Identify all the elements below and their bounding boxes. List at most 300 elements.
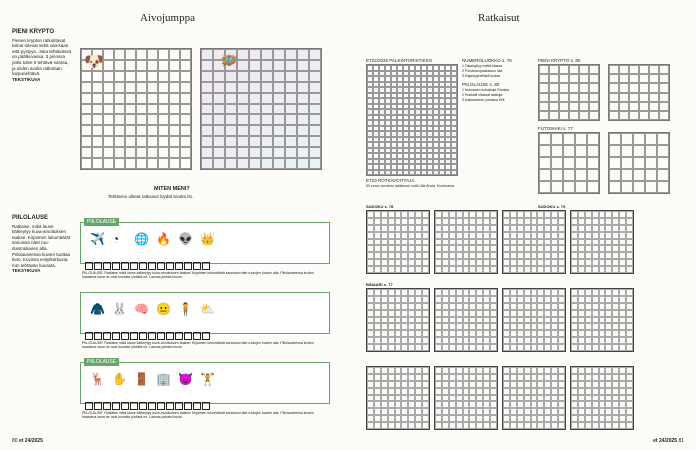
sudoku-cell xyxy=(476,289,483,296)
sudoku-cell xyxy=(503,367,510,374)
sudoku-cell xyxy=(510,218,517,225)
sudoku-cell xyxy=(442,252,449,259)
sudoku-cell xyxy=(374,211,381,218)
sudoku-cell xyxy=(585,296,592,303)
sudoku-cell xyxy=(619,415,626,422)
grid-cell xyxy=(273,114,285,125)
sudoku-cell xyxy=(585,330,592,337)
sudoku-cell xyxy=(585,266,592,273)
grid-cell xyxy=(125,93,136,104)
sudoku-cell xyxy=(537,232,544,239)
sudoku-cell xyxy=(374,218,381,225)
grid-cell xyxy=(559,102,569,111)
sudoku-grid-10 xyxy=(570,366,634,430)
sudoku-cell xyxy=(592,289,599,296)
sudoku-cell xyxy=(585,252,592,259)
sudoku-cell xyxy=(612,218,619,225)
sudoku-cell xyxy=(469,218,476,225)
sudoku-cell xyxy=(517,317,524,324)
sudoku-cell xyxy=(483,232,490,239)
sudoku-cell xyxy=(626,330,633,337)
sudoku-cell xyxy=(571,252,578,259)
sudoku-cell xyxy=(517,218,524,225)
sudoku-cell xyxy=(490,381,497,388)
sudoku-cell xyxy=(408,232,415,239)
sudoku-cell xyxy=(463,374,470,381)
sudoku-cell xyxy=(408,252,415,259)
grid-cell xyxy=(609,169,621,181)
answer-boxes-2[interactable] xyxy=(85,332,210,339)
sudoku-cell xyxy=(422,374,429,381)
krypto-solution-grid-b xyxy=(608,64,670,121)
sudoku-cell xyxy=(388,395,395,402)
sudoku-cell xyxy=(442,211,449,218)
sudoku-cell xyxy=(388,266,395,273)
piilo-line-3: 3 kukkaniveen polsissa Killi xyxy=(462,98,505,102)
sudoku-cell xyxy=(571,239,578,246)
sudoku-cell xyxy=(469,245,476,252)
sudoku-cell xyxy=(395,323,402,330)
sudoku-cell xyxy=(612,374,619,381)
solution-crossword xyxy=(366,64,458,176)
sudoku-cell xyxy=(510,395,517,402)
sudoku-cell xyxy=(578,317,585,324)
grid-cell xyxy=(579,74,589,83)
grid-cell xyxy=(201,158,213,169)
sudoku-cell xyxy=(571,225,578,232)
sudoku-cell xyxy=(626,211,633,218)
grid-cell xyxy=(659,102,669,111)
grid-cell xyxy=(563,157,575,169)
sudoku-cell xyxy=(619,337,626,344)
sudoku-cell xyxy=(476,225,483,232)
sudoku-cell xyxy=(537,344,544,351)
brain-icon: 🧠 xyxy=(134,302,149,316)
grid-cell xyxy=(559,83,569,92)
sudoku-cell xyxy=(619,303,626,310)
sudoku-cell xyxy=(401,395,408,402)
sudoku-cell xyxy=(571,259,578,266)
sudoku-cell xyxy=(531,303,538,310)
sudoku-cell xyxy=(605,323,612,330)
grid-cell xyxy=(261,49,273,60)
grid-cell xyxy=(136,147,147,158)
sudoku-cell xyxy=(605,337,612,344)
sudoku-cell xyxy=(388,422,395,429)
sudoku-cell xyxy=(510,232,517,239)
sudoku-cell xyxy=(476,374,483,381)
sudoku-cell xyxy=(490,367,497,374)
grid-cell xyxy=(201,82,213,93)
sudoku-cell xyxy=(367,374,374,381)
sudoku-cell xyxy=(503,415,510,422)
sudoku-cell xyxy=(551,252,558,259)
grid-cell xyxy=(569,111,579,120)
grid-cell xyxy=(180,114,191,125)
sudoku-cell xyxy=(578,259,585,266)
right-footer xyxy=(653,438,684,444)
grid-cell xyxy=(92,104,103,115)
sudoku-cell xyxy=(449,310,456,317)
grid-cell xyxy=(237,104,249,115)
sudoku-cell xyxy=(449,303,456,310)
sudoku-cell xyxy=(524,344,531,351)
grid-cell xyxy=(649,83,659,92)
sudoku-cell xyxy=(483,296,490,303)
sudoku-cell xyxy=(456,388,463,395)
sudoku-cell xyxy=(490,239,497,246)
et23-text: 50 euron arvoinen palkinnon voitti Ulla Ahola, Kuorinama xyxy=(366,184,454,188)
sudoku-cell xyxy=(537,317,544,324)
grid-cell xyxy=(649,65,659,74)
sudoku-cell xyxy=(503,323,510,330)
sudoku-cell xyxy=(531,239,538,246)
grid-cell xyxy=(237,71,249,82)
sudoku-cell xyxy=(490,323,497,330)
sudoku-cell xyxy=(571,337,578,344)
sudoku-cell xyxy=(476,330,483,337)
sudoku-cell xyxy=(605,344,612,351)
grid-cell xyxy=(563,145,575,157)
sudoku-cell xyxy=(408,344,415,351)
grid-cell xyxy=(539,181,551,193)
grid-cell xyxy=(575,181,587,193)
sudoku-cell xyxy=(599,367,606,374)
grid-cell xyxy=(619,83,629,92)
sudoku-cell xyxy=(449,323,456,330)
globe-icon: 🌐 xyxy=(134,232,149,246)
left-page-number: 80 xyxy=(12,438,18,444)
sudoku-cell xyxy=(578,310,585,317)
sudoku-cell xyxy=(517,303,524,310)
sudoku-cell xyxy=(367,401,374,408)
sudoku-cell xyxy=(374,266,381,273)
sudoku-cell xyxy=(524,266,531,273)
sudoku-cell xyxy=(415,374,422,381)
grid-cell xyxy=(180,93,191,104)
sudoku-cell xyxy=(612,388,619,395)
grid-cell xyxy=(297,71,309,82)
sudoku-cell xyxy=(401,303,408,310)
sudoku-cell xyxy=(619,395,626,402)
sudoku-cell xyxy=(449,374,456,381)
sudoku-cell xyxy=(612,296,619,303)
sudoku-cell xyxy=(551,408,558,415)
grid-cell xyxy=(92,71,103,82)
sudoku-cell xyxy=(381,245,388,252)
sudoku-label-1: SUDOKU s. 78 xyxy=(366,204,394,209)
sudoku-cell xyxy=(626,401,633,408)
sudoku-cell xyxy=(619,245,626,252)
sudoku-cell xyxy=(517,388,524,395)
grid-cell xyxy=(261,104,273,115)
sudoku-cell xyxy=(374,408,381,415)
grid-cell xyxy=(249,71,261,82)
sudoku-cell xyxy=(463,344,470,351)
grid-cell xyxy=(237,114,249,125)
sudoku-cell xyxy=(401,296,408,303)
sudoku-cell xyxy=(544,239,551,246)
grid-cell xyxy=(563,133,575,145)
sudoku-cell xyxy=(599,401,606,408)
sudoku-cell xyxy=(626,225,633,232)
sudoku-cell xyxy=(422,218,429,225)
grid-cell xyxy=(147,82,158,93)
sudoku-cell xyxy=(517,252,524,259)
grid-cell xyxy=(114,104,125,115)
grid-cell xyxy=(619,102,629,111)
grid-cell xyxy=(621,169,633,181)
grid-cell xyxy=(147,136,158,147)
sudoku-cell xyxy=(435,252,442,259)
sudoku-cell xyxy=(605,330,612,337)
grid-cell xyxy=(297,125,309,136)
grid-cell xyxy=(249,82,261,93)
sudoku-cell xyxy=(395,401,402,408)
sudoku-cell xyxy=(401,317,408,324)
sudoku-cell xyxy=(490,401,497,408)
grid-cell xyxy=(158,158,169,169)
sudoku-cell xyxy=(442,381,449,388)
grid-cell xyxy=(539,157,551,169)
grid-cell xyxy=(589,83,599,92)
sudoku-cell xyxy=(435,239,442,246)
sudoku-cell xyxy=(599,415,606,422)
sudoku-cell xyxy=(401,415,408,422)
grid-cell xyxy=(659,65,669,74)
sudoku-cell xyxy=(381,337,388,344)
sudoku-cell xyxy=(619,401,626,408)
grid-cell xyxy=(657,169,669,181)
grid-cell xyxy=(563,181,575,193)
sudoku-cell xyxy=(517,289,524,296)
left-footer xyxy=(12,438,43,444)
sudoku-cell xyxy=(395,289,402,296)
sudoku-cell xyxy=(422,344,429,351)
sudoku-cell xyxy=(435,232,442,239)
sudoku-cell xyxy=(388,232,395,239)
sudoku-cell xyxy=(537,310,544,317)
sudoku-cell xyxy=(517,422,524,429)
sudoku-cell xyxy=(415,401,422,408)
sudoku-cell xyxy=(531,374,538,381)
sudoku-cell xyxy=(367,381,374,388)
grid-cell xyxy=(297,93,309,104)
sudoku-cell xyxy=(395,296,402,303)
grid-cell xyxy=(180,49,191,60)
grid-cell xyxy=(213,82,225,93)
sudoku-cell xyxy=(490,232,497,239)
grid-cell xyxy=(621,133,633,145)
sudoku-cell xyxy=(476,395,483,402)
sudoku-cell xyxy=(510,408,517,415)
answer-boxes-1[interactable] xyxy=(85,262,210,269)
sudoku-cell xyxy=(463,303,470,310)
sudoku-cell xyxy=(388,211,395,218)
piilo-heading: PIILOLAUSE xyxy=(12,215,49,221)
sudoku-cell xyxy=(367,218,374,225)
sudoku-cell xyxy=(483,259,490,266)
sudoku-cell xyxy=(585,374,592,381)
sudoku-cell xyxy=(558,344,565,351)
sudoku-cell xyxy=(456,225,463,232)
sudoku-cell xyxy=(524,245,531,252)
sudoku-cell xyxy=(483,252,490,259)
sudoku-cell xyxy=(544,344,551,351)
sudoku-cell xyxy=(524,337,531,344)
sudoku-cell xyxy=(544,296,551,303)
grid-cell xyxy=(639,65,649,74)
sudoku-cell xyxy=(599,289,606,296)
sudoku-cell xyxy=(483,245,490,252)
sudoku-cell xyxy=(422,232,429,239)
sudoku-grid-1 xyxy=(366,210,430,274)
sudoku-cell xyxy=(537,259,544,266)
grid-cell xyxy=(158,147,169,158)
sudoku-cell xyxy=(490,259,497,266)
sudoku-cell xyxy=(374,323,381,330)
sudoku-cell xyxy=(531,218,538,225)
sudoku-cell xyxy=(537,330,544,337)
sudoku-cell xyxy=(435,415,442,422)
sudoku-cell xyxy=(531,310,538,317)
sudoku-cell xyxy=(626,388,633,395)
sudoku-cell xyxy=(463,388,470,395)
sudoku-cell xyxy=(456,266,463,273)
sudoku-cell xyxy=(605,266,612,273)
sudoku-cell xyxy=(551,317,558,324)
grid-cell xyxy=(629,74,639,83)
sudoku-cell xyxy=(503,259,510,266)
sudoku-cell xyxy=(605,289,612,296)
sudoku-cell xyxy=(395,388,402,395)
sudoku-cell xyxy=(578,266,585,273)
grid-cell xyxy=(158,49,169,60)
sudoku-cell xyxy=(408,401,415,408)
grid-cell xyxy=(645,133,657,145)
sudoku-cell xyxy=(442,337,449,344)
sudoku-cell xyxy=(408,218,415,225)
sudoku-cell xyxy=(374,317,381,324)
sudoku-cell xyxy=(381,374,388,381)
answer-boxes-3[interactable] xyxy=(85,402,210,409)
sudoku-cell xyxy=(395,374,402,381)
sudoku-cell xyxy=(381,367,388,374)
crossword-right[interactable] xyxy=(200,48,322,170)
numeroluokko-title: NUMEROLUOKKO s. 76 xyxy=(462,58,512,63)
sudoku-cell xyxy=(449,239,456,246)
sudoku-cell xyxy=(469,395,476,402)
sudoku-cell xyxy=(388,344,395,351)
grid-cell xyxy=(273,147,285,158)
sudoku-cell xyxy=(442,401,449,408)
sudoku-cell xyxy=(483,381,490,388)
sudoku-cell xyxy=(619,323,626,330)
sudoku-cell xyxy=(374,415,381,422)
grid-cell xyxy=(169,71,180,82)
sudoku-cell xyxy=(544,415,551,422)
sudoku-cell xyxy=(592,422,599,429)
grid-cell xyxy=(249,147,261,158)
sudoku-cell xyxy=(619,266,626,273)
sudoku-cell xyxy=(571,296,578,303)
grid-cell xyxy=(589,102,599,111)
grid-cell xyxy=(125,125,136,136)
sudoku-cell xyxy=(463,252,470,259)
grid-cell xyxy=(539,74,549,83)
sudoku-cell xyxy=(612,252,619,259)
grid-cell xyxy=(180,158,191,169)
futoshiki-title: FUTOSHIKI s. 77 xyxy=(538,126,573,131)
sudoku-cell xyxy=(483,303,490,310)
sudoku-cell xyxy=(503,344,510,351)
sudoku-cell xyxy=(442,303,449,310)
grid-cell xyxy=(201,114,213,125)
sudoku-cell xyxy=(367,323,374,330)
grid-cell xyxy=(609,102,619,111)
sudoku-cell xyxy=(483,317,490,324)
grid-cell xyxy=(639,74,649,83)
sudoku-cell xyxy=(531,415,538,422)
grid-cell xyxy=(237,136,249,147)
grid-cell xyxy=(213,104,225,115)
grid-cell xyxy=(609,157,621,169)
sudoku-cell xyxy=(592,252,599,259)
sudoku-cell xyxy=(483,395,490,402)
strip-title-3: PIILOLAUSE xyxy=(84,358,119,366)
sudoku-cell xyxy=(544,252,551,259)
grid-cell xyxy=(273,125,285,136)
sudoku-cell xyxy=(585,317,592,324)
sudoku-cell xyxy=(442,344,449,351)
krypto-solution-title: PIENI KRYPTO s. 80 xyxy=(538,58,581,63)
sudoku-cell xyxy=(599,252,606,259)
sudoku-cell xyxy=(551,330,558,337)
sudoku-cell xyxy=(435,245,442,252)
sudoku-cell xyxy=(456,296,463,303)
sudoku-cell xyxy=(612,317,619,324)
grid-cell xyxy=(549,111,559,120)
sudoku-cell xyxy=(531,344,538,351)
sudoku-cell xyxy=(449,401,456,408)
grid-cell xyxy=(639,83,649,92)
sudoku-cell xyxy=(449,388,456,395)
grid-cell xyxy=(629,65,639,74)
sudoku-cell xyxy=(388,317,395,324)
sudoku-cell xyxy=(524,310,531,317)
sudoku-cell xyxy=(367,245,374,252)
grid-cell xyxy=(549,102,559,111)
right-page xyxy=(348,0,696,450)
sudoku-cell xyxy=(531,225,538,232)
sudoku-cell xyxy=(531,266,538,273)
sudoku-cell xyxy=(537,381,544,388)
torso-icon: 🧍 xyxy=(178,302,193,316)
sudoku-cell xyxy=(374,337,381,344)
grid-cell xyxy=(103,71,114,82)
grid-cell xyxy=(657,133,669,145)
sudoku-cell xyxy=(381,344,388,351)
sudoku-cell xyxy=(395,239,402,246)
sudoku-cell xyxy=(401,381,408,388)
sudoku-cell xyxy=(374,422,381,429)
sudoku-cell xyxy=(456,395,463,402)
sudoku-cell xyxy=(571,381,578,388)
sudoku-cell xyxy=(551,225,558,232)
sudoku-cell xyxy=(415,381,422,388)
sudoku-cell xyxy=(571,415,578,422)
sudoku-cell xyxy=(544,374,551,381)
